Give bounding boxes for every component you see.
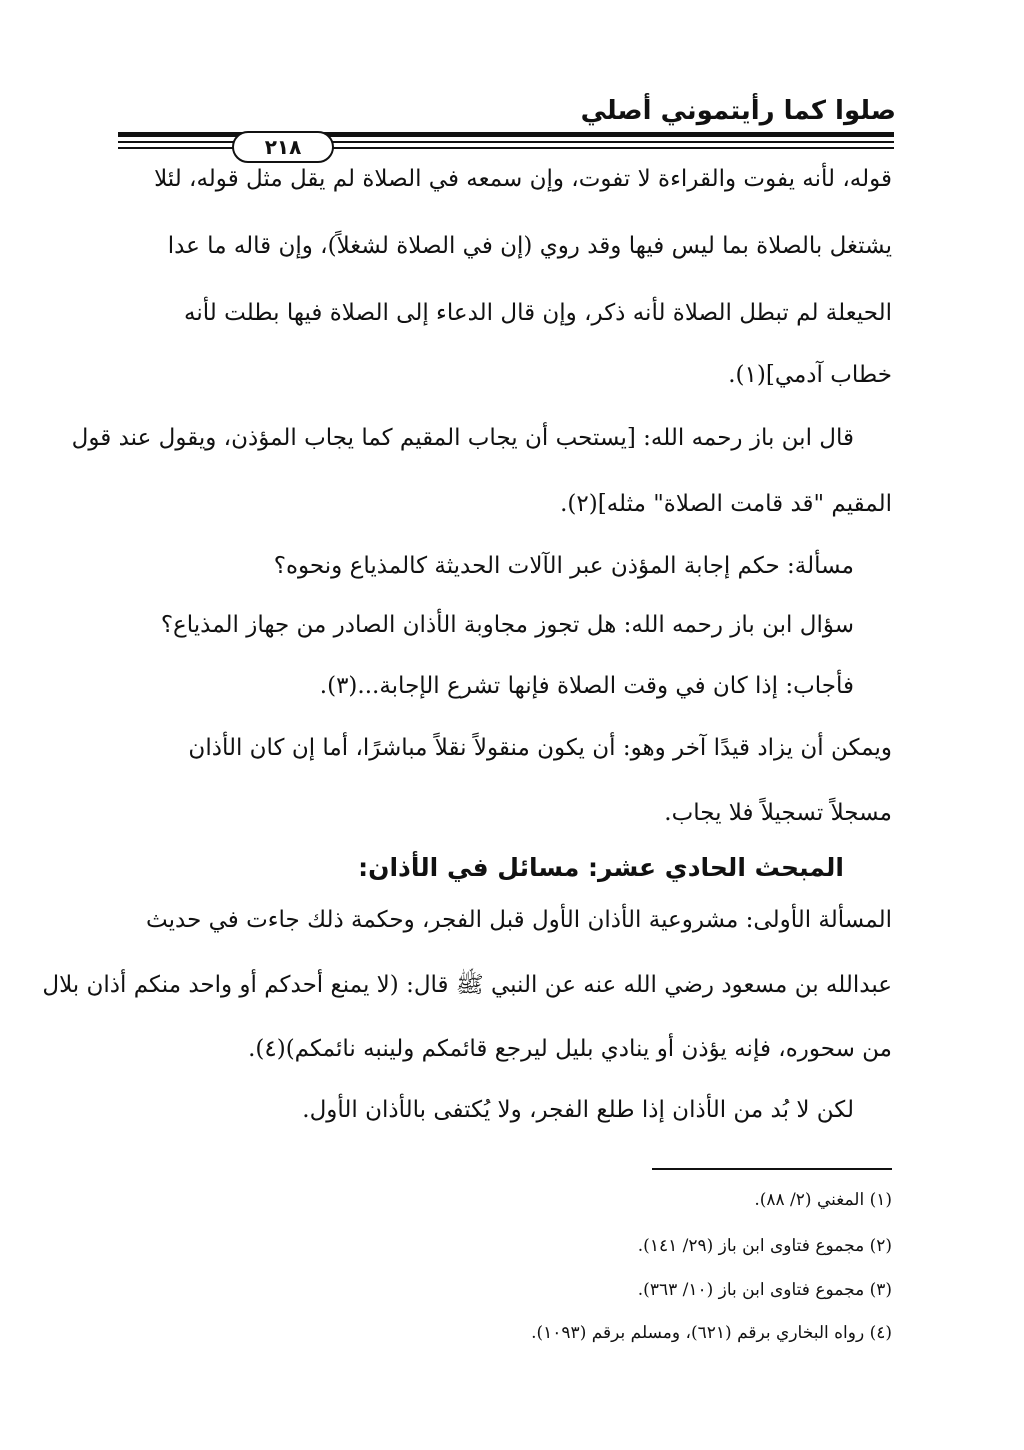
body-line: قال ابن باز رحمه الله: [يستحب أن يجاب المقيم كما يجاب المؤذن، ويقول عند قول <box>71 425 854 451</box>
body-line: ويمكن أن يزاد قيدًا آخر وهو: أن يكون منقولاً نقلاً مباشرًا، أما إن كان الأذان <box>188 735 892 761</box>
body-line: المسألة الأولى: مشروعية الأذان الأول قبل الفجر، وحكمة ذلك جاءت في حديث <box>146 907 892 933</box>
footnote-separator <box>652 1168 892 1170</box>
body-line: سؤال ابن باز رحمه الله: هل تجوز مجاوبة الأذان الصادر من جهاز المذياع؟ <box>160 612 854 638</box>
body-line: الحيعلة لم تبطل الصلاة لأنه ذكر، وإن قال الدعاء إلى الصلاة فيها بطلت لأنه <box>184 300 892 326</box>
body-line: مسجلاً تسجيلاً فلا يجاب. <box>664 800 892 826</box>
footnote: (١) المغني (٢/ ٨٨). <box>754 1190 892 1210</box>
body-line: مسألة: حكم إجابة المؤذن عبر الآلات الحديثة كالمذياع ونحوه؟ <box>273 553 854 579</box>
body-line: فأجاب: إذا كان في وقت الصلاة فإنها تشرع الإجابة...(٣). <box>319 673 854 699</box>
body-line: خطاب آدمي](١). <box>728 362 892 388</box>
footnote: (٢) مجموع فتاوى ابن باز (٢٩/ ١٤١). <box>637 1236 892 1256</box>
footnote: (٤) رواه البخاري برقم (٦٢١)، ومسلم برقم (١٠٩٣). <box>531 1323 892 1343</box>
body-line: قوله، لأنه يفوت والقراءة لا تفوت، وإن سمعه في الصلاة لم يقل مثل قوله، لئلا <box>154 166 892 192</box>
book-title: صلوا كما رأيتموني أصلي <box>580 96 896 126</box>
body-line: عبدالله بن مسعود رضي الله عنه عن النبي ﷺ قال: (لا يمنع أحدكم أو واحد منكم أذان بلال <box>42 972 892 998</box>
body-line: من سحوره، فإنه يؤذن أو ينادي بليل ليرجع قائمكم ولينبه نائمكم)(٤). <box>248 1036 892 1062</box>
body-line: يشتغل بالصلاة بما ليس فيها وقد روي (إن في الصلاة لشغلاً)، وإن قاله ما عدا <box>167 233 892 259</box>
section-heading: المبحث الحادي عشر: مسائل في الأذان: <box>358 853 844 882</box>
page-number: ٢١٨ <box>232 131 334 163</box>
body-line: لكن لا بُد من الأذان إذا طلع الفجر، ولا يُكتفى بالأذان الأول. <box>302 1097 854 1123</box>
body-line: المقيم "قد قامت الصلاة" مثله](٢). <box>560 491 892 517</box>
footnote: (٣) مجموع فتاوى ابن باز (١٠/ ٣٦٣). <box>637 1280 892 1300</box>
